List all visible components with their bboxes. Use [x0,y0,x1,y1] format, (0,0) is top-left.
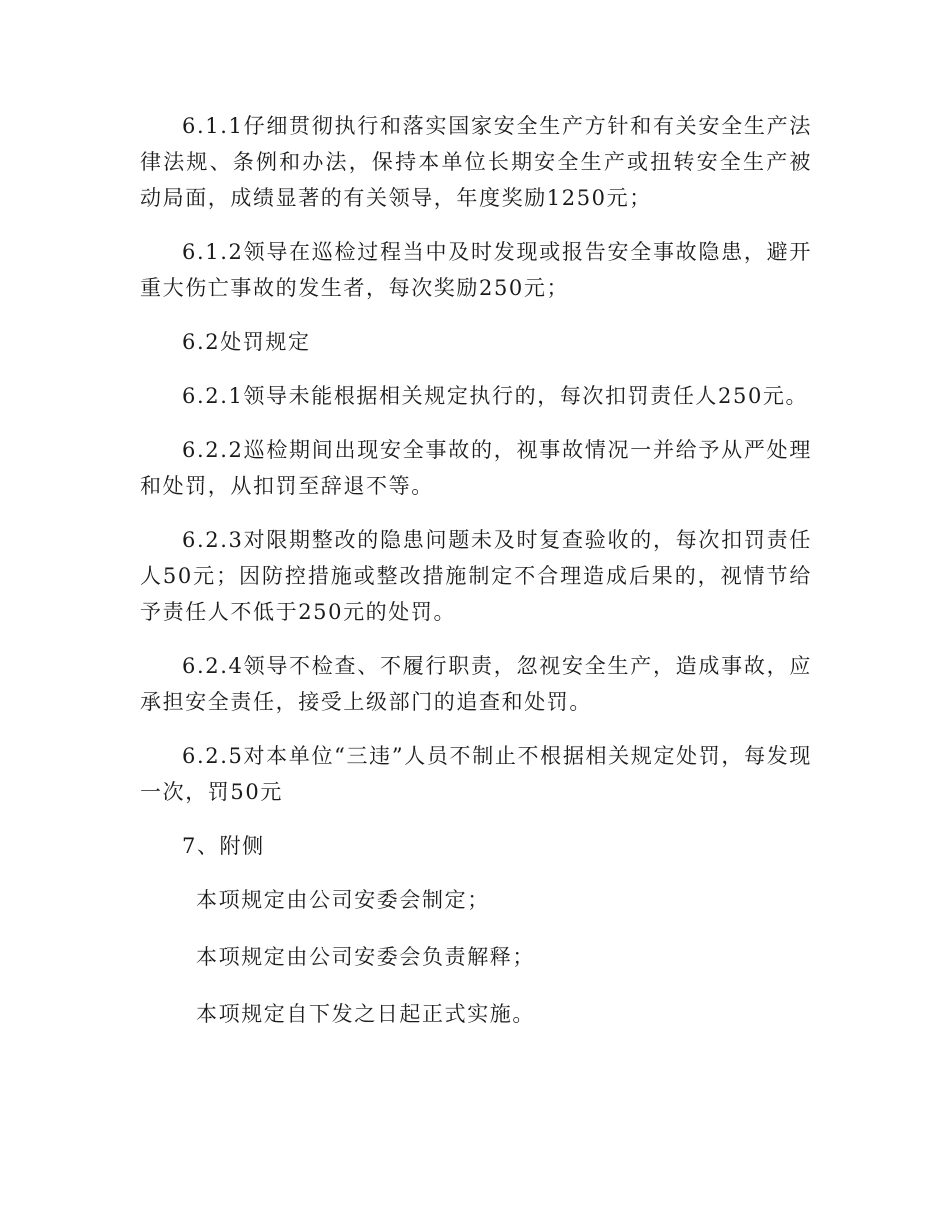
clause-6-2-4: 6.2.4领导不检查、不履行职责，忽视安全生产，造成事故，应承担安全责任，接受上级部门的追查和处罚。 [140,654,812,714]
document-page [140,108,812,1053]
clause-6-2-1: 6.2.1领导未能根据相关规定执行的，每次扣罚责任人250元。 [182,384,809,408]
clause-6-1-1: 6.1.1仔细贯彻执行和落实国家安全生产方针和有关安全生产法律法规、条例和办法，保持本单位长期安全生产或扭转安全生产被动局面，成绩显著的有关领导，年度奖励1250元； [140,114,812,210]
clause-6-2-2: 6.2.2巡检期间出现安全事故的，视事故情况一并给予从严处理和处罚，从扣罚至辞退不等。 [140,438,812,498]
clause-6-2-5: 6.2.5对本单位“三违”人员不制止不根据相关规定处罚，每发现一次，罚50元 [140,744,812,804]
section-6-2-heading: 6.2处罚规定 [182,330,311,354]
closing-line-interpretation: 本项规定由公司安委会负责解释； [196,945,535,969]
closing-line-effective: 本项规定自下发之日起正式实施。 [196,1002,535,1026]
section-7-heading: 7、附侧 [182,834,265,858]
clause-6-2-3: 6.2.3对限期整改的隐患问题未及时复查验收的，每次扣罚责任人50元；因防控措施或整改措施制定不合理造成后果的，视情节给予责任人不低于250元的处罚。 [140,528,812,624]
clause-6-1-2: 6.1.2领导在巡检过程当中及时发现或报告安全事故隐患，避开重大伤亡事故的发生者，每次奖励250元； [140,240,812,300]
closing-line-formulation: 本项规定由公司安委会制定； [196,888,490,912]
